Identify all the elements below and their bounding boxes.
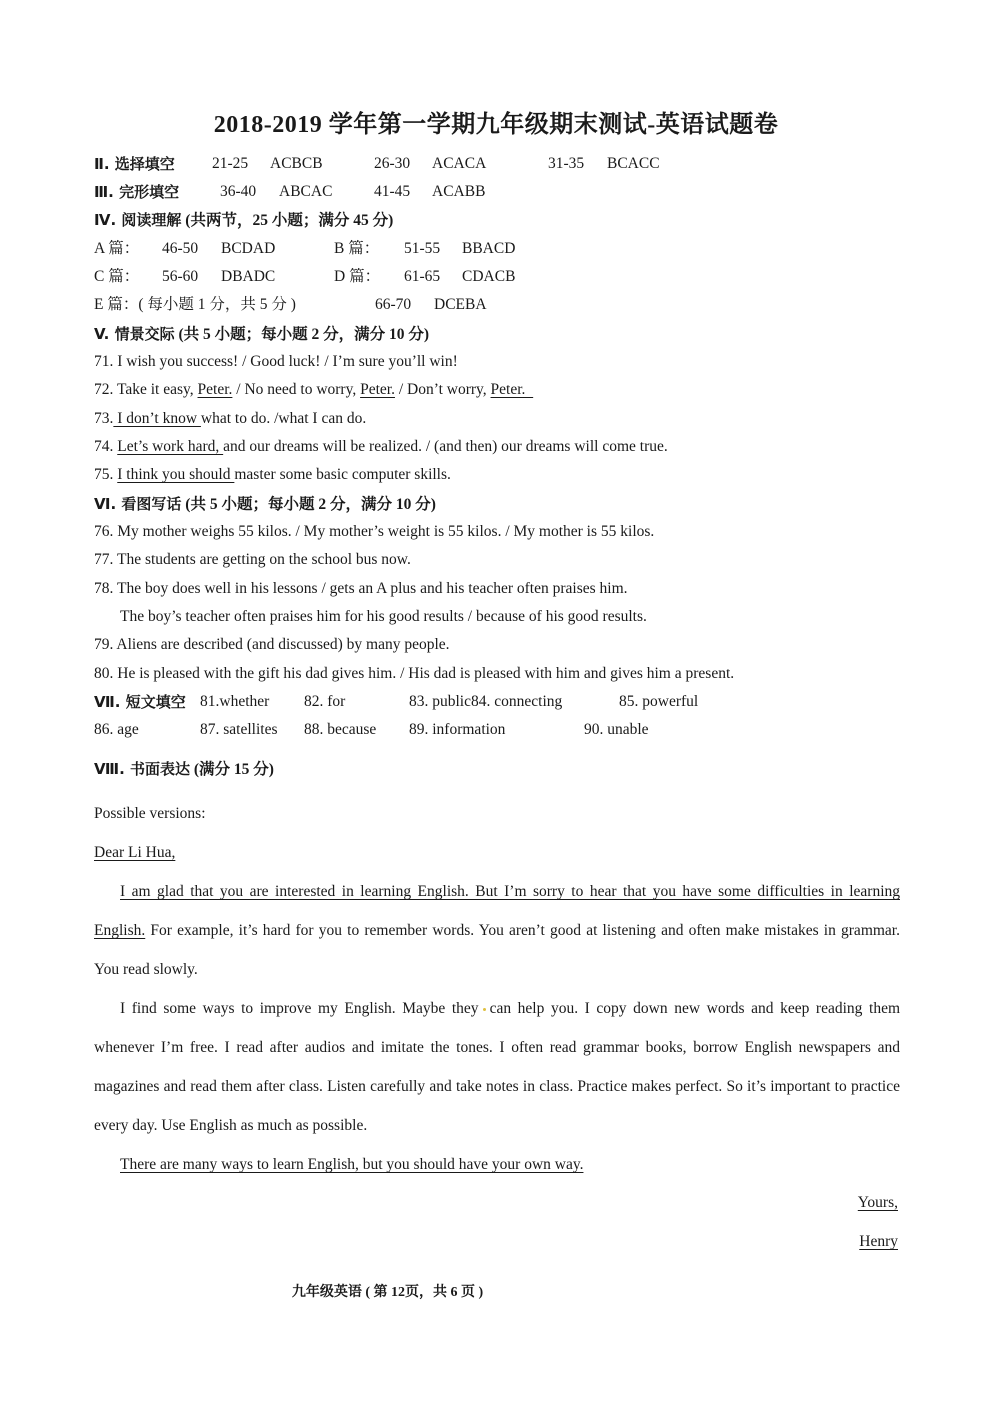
section-4-row [94,210,393,231]
answers-21-25: ACBCB [270,155,323,172]
answer-78: 78. The boy does well in his lessons / gets an A plus and his teacher often praises him. [94,580,628,597]
passage-d-range: 61-65 [404,268,441,285]
section-6-label: Ⅵ. 看图写话 [94,495,182,513]
answer-90: 90. unable [584,721,649,738]
answers-36-40: ABCAC [279,183,333,200]
answer-87: 87. satellites [200,721,278,738]
range-26-30: 26-30 [374,155,411,172]
passage-e-label: E 篇：( 每小题 1 分，共 5 分 ) [94,296,296,313]
section-5-label: V. 情景交际 [94,325,175,343]
answer-88: 88. because [304,721,377,738]
answer-83-84: 83. public84. connecting [409,693,563,710]
essay-greeting: Dear Li Hua, [94,844,176,861]
section-3-row [94,182,179,203]
section-6-note: (共 5 小题；每小题 2 分，满分 10 分) [185,496,436,513]
passage-a-range: 46-50 [162,240,199,257]
passage-b-answers: BBACD [462,240,516,257]
answer-81: 81.whether [200,693,270,710]
essay-paragraph-1: I am glad that you are interested in learning English. But I’m sorry to hear that you have some difficulties in learning English. For example, it’s hard for you to remember words. You aren’t good at listening and often make mistakes in grammar. You read slowly. [94,883,900,978]
answer-89: 89. information [409,721,506,738]
answer-76: 76. My mother weighs 55 kilos. / My mother’s weight is 55 kilos. / My mother is 55 kilos. [94,523,655,540]
passage-a-answers: BCDAD [221,240,276,257]
answer-82: 82. for [304,693,346,710]
section-7-label: Ⅶ. 短文填空 [94,693,186,711]
answers-41-45: ACABB [432,183,486,200]
section-7-row [94,692,186,713]
passage-e-answers: DCEBA [434,296,487,313]
passage-a-label: A 篇： [94,240,140,257]
answer-71: 71. I wish you success! / Good luck! / I’m sure you’ll win! [94,353,458,370]
essay-intro: Possible versions: [94,805,206,822]
section-4-note: (共两节，25 小题；满分 45 分) [185,212,394,229]
passage-d-label: D 篇： [334,268,381,285]
page-footer: 九年级英语 ( 第 12页，共 6 页 ) [291,1285,484,1300]
passage-c-answers: DBADC [221,268,276,285]
answers-26-30: ACACA [432,155,487,172]
stray-mark [483,1008,486,1011]
essay-signature: Henry [859,1233,898,1250]
answers-31-35: BCACC [607,155,660,172]
passage-c-range: 56-60 [162,268,199,285]
answer-72: 72. Take it easy, Peter. / No need to worry, Peter. / Don’t worry, Peter. [94,381,534,398]
answer-78-alt: The boy’s teacher often praises him for his good results / because of his good results. [120,608,647,625]
section-2-label: Ⅱ. 选择填空 [94,155,175,173]
essay-paragraph-3: There are many ways to learn English, but you should have your own way. [120,1156,584,1173]
passage-d-answers: CDACB [462,268,516,285]
section-8-note: (满分 15 分) [193,761,274,778]
answer-79: 79. Aliens are described (and discussed) by many people. [94,636,450,653]
section-5-row [94,324,429,345]
section-3-label: Ⅲ. 完形填空 [94,183,180,201]
section-8-label: Ⅷ. 书面表达 [94,760,191,778]
range-31-35: 31-35 [548,155,585,172]
section-4-label: Ⅳ. 阅读理解 [94,211,182,229]
answer-74: 74. Let’s work hard, and our dreams will be realized. / (and then) our dreams will come true. [94,438,668,455]
essay-paragraph-2: I find some ways to improve my English. Maybe they can help you. I copy down new words and keep reading them whenever I’m free. I read after audios and imitate the tones. I often read grammar books, borrow English newspapers and magazines and read them after class. Listen carefully and take notes in class. Practice makes perfect. So it’s important to practice every day. Use English as much as possible. [94,1000,901,1134]
section-6-row [94,494,436,515]
answer-80: 80. He is pleased with the gift his dad gives him. / His dad is pleased with him and gives him a present. [94,665,735,682]
answer-75: 75. I think you should master some basic computer skills. [94,466,451,483]
answer-77: 77. The students are getting on the school bus now. [94,551,411,568]
answer-85: 85. powerful [619,693,699,710]
range-41-45: 41-45 [374,183,411,200]
passage-c-label: C 篇： [94,268,140,285]
passage-e-range: 66-70 [375,296,412,313]
page-title: 2018-2019 学年第一学期九年级期末测试-英语试题卷 [213,112,779,138]
section-2-row [94,154,175,175]
passage-b-label: B 篇： [334,240,380,257]
range-21-25: 21-25 [212,155,249,172]
answer-73: 73. I don’t know what to do. /what I can do. [94,410,367,427]
section-8-row [94,759,274,780]
section-5-note: (共 5 小题；每小题 2 分，满分 10 分) [178,326,430,343]
range-36-40: 36-40 [220,183,257,200]
essay-closing: Yours, [857,1194,898,1211]
passage-b-range: 51-55 [404,240,441,257]
answer-86: 86. age [94,721,139,738]
